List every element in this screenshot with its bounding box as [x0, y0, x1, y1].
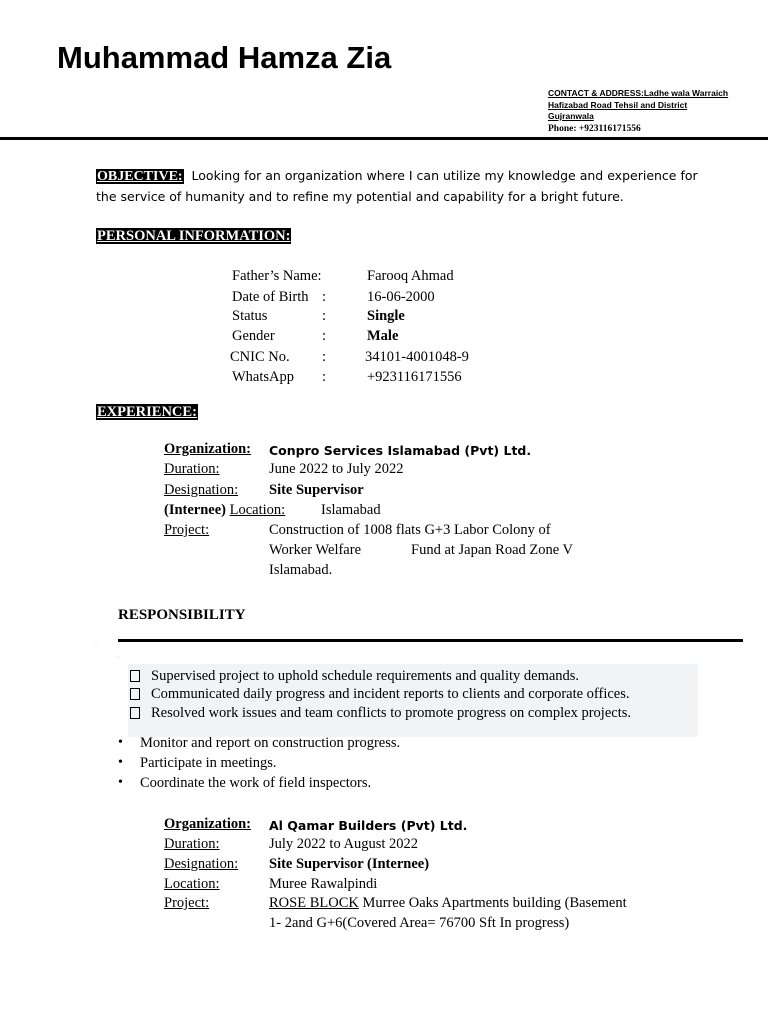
pi-colon: :	[322, 328, 327, 344]
header-divider	[0, 137, 768, 140]
responsibility-item: Resolved work issues and team conflicts to promote progress on complex projects.	[130, 705, 631, 722]
pi-value-cnic: 34101-4001048-9	[365, 349, 469, 365]
pi-label-status: Status	[232, 308, 268, 324]
pi-label-whatsapp: WhatsApp	[232, 369, 295, 385]
contact-address	[548, 88, 748, 123]
pi-value-gender: Male	[367, 328, 399, 344]
job2-duration-label: Duration:	[164, 836, 220, 852]
responsibility-divider	[118, 639, 743, 642]
pi-value-father: Farooq Ahmad	[367, 268, 454, 284]
checkbox-glyph-icon	[130, 707, 140, 719]
pi-value-status: Single	[367, 308, 405, 324]
contact-phone: Phone: +923116171556	[548, 124, 641, 134]
bullet-item: Monitor and report on construction progress.	[140, 735, 401, 751]
job2-project-line: 1- 2and G+6(Covered Area= 76700 Sft In progress)	[269, 915, 570, 931]
job1-project-line: Worker Welfare	[269, 542, 361, 558]
pi-label-gender: Gender	[232, 328, 275, 344]
candidate-name: Muhammad Hamza Zia	[57, 40, 392, 75]
job1-project-line: Construction of 1008 flats G+3 Labor Colony of	[269, 522, 551, 538]
experience-heading: EXPERIENCE:	[97, 404, 197, 420]
bullet-icon: •	[118, 735, 123, 750]
margin-mark: ˈ	[117, 657, 119, 663]
bullet-item: Participate in meetings.	[140, 755, 277, 771]
personal-info-heading: PERSONAL INFORMATION:	[97, 228, 291, 244]
pi-value-dob: 16-06-2000	[367, 289, 435, 305]
job1-designation: Site Supervisor	[269, 482, 364, 498]
contact-line: Hafizabad Road Tehsil and District	[548, 99, 688, 110]
pi-label-dob: Date of Birth	[232, 289, 309, 305]
margin-mark: ˈ	[95, 643, 97, 649]
job2-org-label: Organization:	[164, 816, 251, 832]
responsibility-item: Supervised project to uphold schedule requirements and quality demands.	[130, 668, 579, 685]
job2-project-label: Project:	[164, 895, 210, 911]
bullet-icon: •	[118, 775, 123, 790]
checkbox-glyph-icon	[130, 688, 140, 700]
responsibility-heading: RESPONSIBILITY	[118, 607, 246, 623]
responsibility-item: Communicated daily progress and incident reports to clients and corporate offices.	[130, 686, 630, 703]
job2-location-label: Location:	[164, 876, 220, 892]
objective-text: Looking for an organization where I can utilize my knowledge and experience for the service of humanity and to refine my potential and capability for a bright future.	[96, 168, 698, 204]
job2-designation-label: Designation:	[164, 856, 239, 872]
bullet-item: Coordinate the work of field inspectors.	[140, 775, 372, 791]
pi-colon: :	[322, 349, 327, 365]
objective-heading: OBJECTIVE:	[97, 169, 183, 184]
bullet-icon: •	[118, 755, 123, 770]
job2-org: Al Qamar Builders (Pvt) Ltd.	[269, 818, 468, 833]
job1-org: Conpro Services Islamabad (Pvt) Ltd.	[269, 443, 532, 458]
job1-location: Islamabad	[321, 502, 381, 518]
pi-colon: :	[322, 308, 327, 324]
pi-colon: :	[322, 369, 327, 385]
job1-duration-label: Duration:	[164, 461, 220, 477]
pi-label-cnic: CNIC No.	[230, 349, 290, 365]
contact-line: Gujranwala	[548, 111, 594, 121]
job1-org-label: Organization:	[164, 441, 251, 457]
checkbox-glyph-icon	[130, 670, 140, 682]
job2-project-line: ROSE BLOCK Murree Oaks Apartments building (Basement	[269, 895, 627, 911]
job2-duration: July 2022 to August 2022	[269, 836, 419, 852]
contact-line: CONTACT & ADDRESS:Ladhe wala Warraich	[548, 88, 729, 98]
pi-value-whatsapp: +923116171556	[367, 369, 462, 385]
job2-designation: Site Supervisor (Internee)	[269, 856, 430, 872]
job1-project-line: Islamabad.	[269, 562, 333, 578]
job2-location: Muree Rawalpindi	[269, 876, 378, 892]
job1-duration: June 2022 to July 2022	[269, 461, 404, 477]
pi-label-father: Father’s Name:	[232, 268, 322, 284]
job1-designation-label: Designation:	[164, 482, 239, 498]
job1-project-line: Fund at Japan Road Zone V	[411, 542, 574, 558]
pi-colon: :	[322, 289, 327, 305]
objective-section	[96, 166, 716, 207]
job1-project-label: Project:	[164, 522, 210, 538]
job1-location-label: (Internee) Location:	[164, 502, 286, 518]
